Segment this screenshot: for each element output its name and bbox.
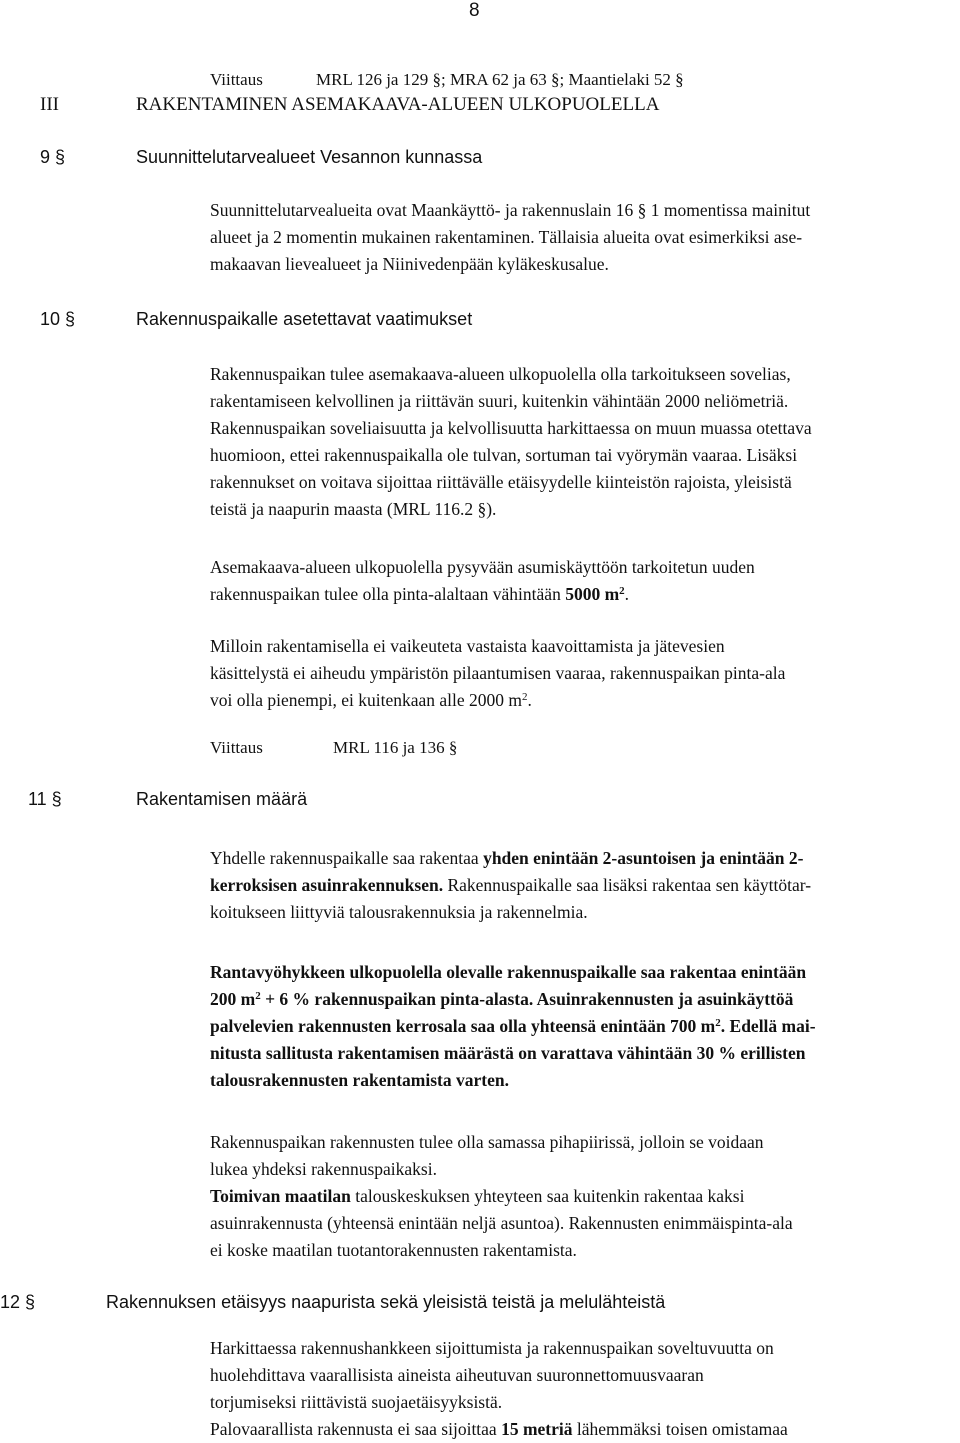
superscript: 2 [715, 1017, 721, 1029]
text-line: lukea yhdeksi rakennuspaikaksi. [210, 1159, 437, 1179]
text-line: Suunnittelutarvealueita ovat Maankäyttö- ja rakennuslain 16 § 1 momentissa mainitut [210, 200, 811, 220]
text-line: Rakennuspaikan rakennusten tulee olla samassa pihapiirissä, jolloin se voidaan [210, 1132, 764, 1152]
section-10-reference-label: Viittaus [210, 738, 263, 757]
text-line: Rantavyöhykkeen ulkopuolella olevalle rakennuspaikalle saa rakentaa enintään [210, 962, 807, 982]
text-line: Milloin rakentamisella ei vaikeuteta vastaista kaavoittamista ja jätevesien [210, 636, 725, 656]
section-11-title: Rakentamisen määrä [136, 789, 308, 809]
section-11-paragraph-2 [210, 959, 960, 1094]
chapter-title: RAKENTAMINEN ASEMAKAAVA-ALUEEN ULKOPUOLELLA [136, 94, 660, 115]
bold-text: yhden enintään 2-asuntoisen ja enintään 2- [483, 848, 804, 868]
superscript: 2 [619, 585, 625, 597]
text-line: ei koske maatilan tuotantorakennusten rakentamista. [210, 1240, 577, 1260]
superscript: 2 [255, 990, 261, 1002]
text-line [210, 1013, 960, 1040]
section-9-body [210, 197, 960, 278]
section-10-paragraph-3 [210, 633, 960, 714]
text-run: . [527, 690, 532, 710]
section-10-paragraph-1 [210, 361, 960, 523]
text-run: voi olla pienempi, ei kuitenkaan alle 2000 m [210, 690, 523, 710]
text-line [210, 872, 960, 899]
text-line: huolehdittava vaarallisista aineista aiheutuvan suuronnettomuusvaaran [210, 1365, 704, 1385]
text-line: nitusta sallitusta rakentamisen määrästä on varattava vähintään 30 % erillisten [210, 1043, 806, 1063]
page-number: 8 [469, 0, 480, 21]
bold-text: Toimivan maatilan [210, 1186, 351, 1206]
text-line: alueet ja 2 momentin mukainen rakentaminen. Tällaisia alueita ovat esimerkiksi ase- [210, 227, 803, 247]
text-line: rakentamiseen kelvollinen ja riittävän suuri, kuitenkin vähintään 2000 neliömetriä. [210, 391, 789, 411]
text-run: Rakennuspaikalle saa lisäksi rakentaa sen käyttötar- [443, 875, 812, 895]
text-run: talouskeskuksen yhteyteen saa kuitenkin rakentaa kaksi [350, 1186, 745, 1206]
text-line: huomioon, ettei rakennuspaikalla ole tulvan, sortuman tai vyörymän vaaraa. Lisäksi [210, 445, 798, 465]
section-11-number: 11 § [28, 789, 62, 809]
text-run: lähemmäksi toisen omistamaa [572, 1419, 788, 1439]
chapter-reference-text: MRL 126 ja 129 §; MRA 62 ja 63 §; Maantielaki 52 § [316, 70, 684, 89]
bold-text: 5000 m [565, 584, 620, 604]
text-line [210, 1416, 960, 1443]
text-run: palvelevien rakennusten kerrosala saa olla yhteensä enintään 700 m [210, 1016, 716, 1036]
text-run: rakennuspaikan tulee olla pinta-alaltaan vähintään [210, 584, 566, 604]
text-run: + 6 % rakennuspaikan pinta-alasta. Asuinrakennusten ja asuinkäyttöä [260, 989, 794, 1009]
chapter-numeral: III [40, 94, 59, 115]
text-line [210, 581, 960, 608]
chapter-reference-label: Viittaus [210, 70, 263, 89]
section-10-title: Rakennuspaikalle asetettavat vaatimukset [136, 309, 473, 329]
text-line: Asemakaava-alueen ulkopuolella pysyvään asumiskäyttöön tarkoitetun uuden [210, 557, 755, 577]
text-line: koitukseen liittyviä talousrakennuksia ja rakennelmia. [210, 902, 588, 922]
text-line [210, 845, 960, 872]
text-line: rakennukset on voitava sijoittaa riittävälle etäisyydelle kiinteistön rajoista, yleisistä [210, 472, 792, 492]
text-line [210, 986, 960, 1013]
text-run: Yhdelle rakennuspaikalle saa rakentaa [210, 848, 484, 868]
section-11-paragraph-1 [210, 845, 960, 926]
text-line: Rakennuspaikan tulee asemakaava-alueen ulkopuolella olla tarkoitukseen sovelias, [210, 364, 791, 384]
text-line: Harkittaessa rakennushankkeen sijoittumista ja rakennuspaikan soveltuvuutta on [210, 1338, 774, 1358]
text-line [210, 1183, 960, 1210]
text-run: 200 m [210, 989, 256, 1009]
text-line: asuinrakennusta (yhteensä enintään neljä asuntoa). Rakennusten enimmäispinta-ala [210, 1213, 793, 1233]
text-line: teistä ja naapurin maasta (MRL 116.2 §). [210, 499, 497, 519]
section-9-title: Suunnittelutarvealueet Vesannon kunnassa [136, 147, 483, 167]
section-12-title: Rakennuksen etäisyys naapurista sekä yleisistä teistä ja melulähteistä [106, 1292, 666, 1312]
section-10-number: 10 § [40, 309, 76, 329]
section-11-paragraph-3 [210, 1129, 960, 1264]
section-9-number: 9 § [40, 147, 66, 167]
bold-text: 15 metriä [501, 1419, 573, 1439]
text-line: makaavan lievealueet ja Niinivedenpään kyläkeskusalue. [210, 254, 609, 274]
text-run: Palovaarallista rakennusta ei saa sijoittaa [210, 1419, 502, 1439]
text-line: torjumiseksi riittävistä suojaetäisyyksistä. [210, 1392, 503, 1412]
text-line: talousrakennusten rakentamista varten. [210, 1070, 509, 1090]
text-run: . Edellä mai- [720, 1016, 816, 1036]
text-line: Rakennuspaikan soveliaisuutta ja kelvollisuutta harkittaessa on muun muassa otettava [210, 418, 812, 438]
text-line [210, 687, 960, 714]
superscript: 2 [522, 691, 528, 703]
section-10-reference-text: MRL 116 ja 136 § [333, 738, 458, 757]
section-12-paragraph-1 [210, 1335, 960, 1443]
section-12-number: 12 § [0, 1292, 36, 1312]
text-run: . [624, 584, 630, 604]
section-10-paragraph-2 [210, 554, 960, 608]
bold-text: kerroksisen asuinrakennuksen. [210, 875, 444, 895]
text-line: käsittelystä ei aiheudu ympäristön pilaantumisen vaaraa, rakennuspaikan pinta-ala [210, 663, 786, 683]
